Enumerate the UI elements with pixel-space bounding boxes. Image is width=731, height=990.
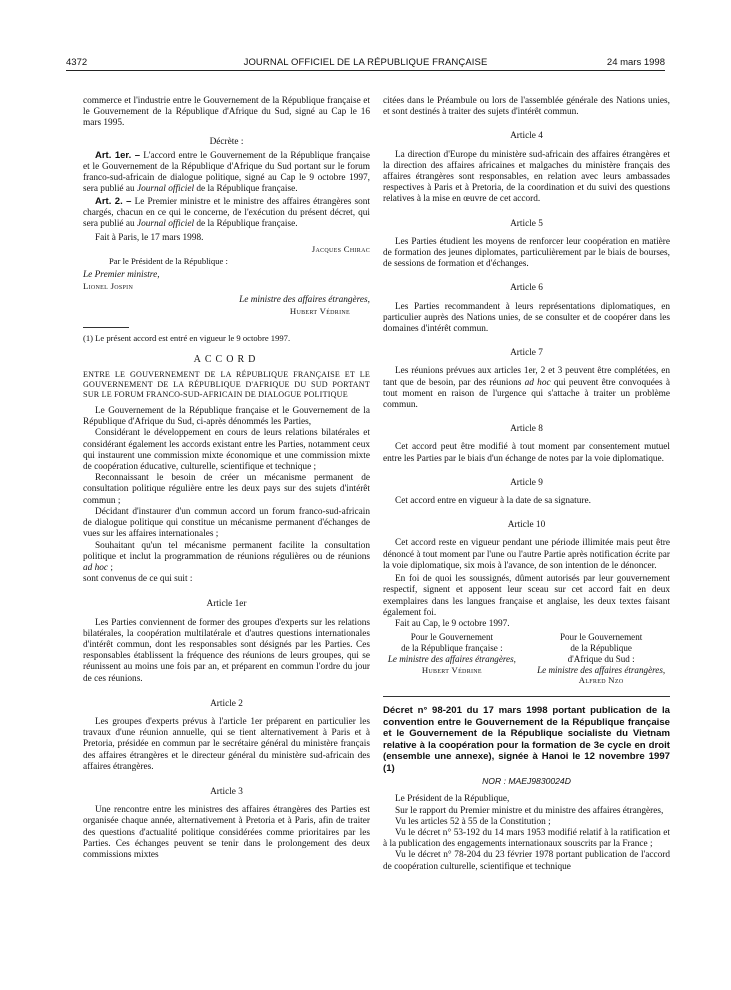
footnote: (1) Le présent accord est entré en vigueur le 9 octobre 1997.	[83, 332, 291, 343]
souhaitant-text-b: ;	[110, 562, 113, 573]
sig-fr-line1: Pour le Gouvernement	[410, 632, 494, 643]
accord-subtitle: ENTRE LE GOUVERNEMENT DE LA RÉPUBLIQUE FRANÇAISE ET LE GOUVERNEMENT DE LA RÉPUBLIQUE D'AFRIQUE DU SUD PORTANT SUR LE FORUM FRANCO-SUD-AFRICAIN DE DIALOGUE POLITIQUE	[83, 370, 370, 400]
signature-block	[383, 632, 670, 686]
art1-label: Art. 1er. –	[95, 149, 141, 161]
article-8-title: Article 8	[510, 424, 543, 435]
preamble-paragraph: Considérant le développement en cours de leurs relations bilatérales et considérant également les accords existant entre les Parties, notamment ceux qui instaurent une commission mixte économique et une commission mixte de coopération éducative, culturelle, scientifique et technique ;	[83, 428, 370, 473]
preamble-paragraph: Reconnaissant le besoin de créer un mécanisme permanent de consultation politique régulière entre les deux pays sur des sujets d'intérêt commun ;	[83, 473, 370, 506]
decret-line: Vu le décret n° 78-204 du 23 février 1978 portant publication de l'accord de coopération culturelle, scientifique et technique	[383, 850, 670, 872]
accord-title: ACCORD	[193, 353, 260, 365]
preamble-paragraph: Le Gouvernement de la République française et le Gouvernement de la République d'Afrique du Sud, ci-après dénommés les Parties,	[83, 406, 370, 428]
article-1-text: Les Parties conviennent de former des groupes d'experts sur les relations bilatérales, la coopération multilatérale et d'autres questions internationales d'intérêt commun, dont les responsables sont désignés par les Parties. Ces responsables établissent la fréquence des réunions de leurs groupes, qui se réunissent au moins une fois par an, et préparent en commun l'ordre du jour de ces réunions.	[83, 617, 370, 684]
article-9-title: Article 9	[510, 477, 543, 488]
ministre-name: Hubert Védrine	[289, 306, 350, 317]
art2-text-b: de la République française.	[196, 219, 298, 230]
souhaitant-ad-hoc: ad hoc	[83, 562, 109, 573]
decret-title: Décret n° 98-201 du 17 mars 1998 portant publication de la convention entre le Gouvernement de la République française et le Gouvernement de la République socialiste du Vietnam relative à la coopération pour la formation de 3e cycle en droit (ensemble une annexe), signée à Hanoi le 12 novembre 1997 (1)	[383, 705, 670, 774]
decrete: Décrète :	[209, 136, 244, 147]
decret-line: Vu les articles 52 à 55 de la Constitution ;	[395, 816, 551, 827]
article-5-title: Article 5	[510, 218, 543, 229]
art2-label: Art. 2. –	[95, 195, 132, 207]
sig-za-line2: de la République	[570, 642, 632, 653]
par-le-president: Par le Président de la République :	[109, 255, 228, 266]
sig-za-title: Le ministre des affaires étrangères,	[537, 664, 666, 675]
sig-za-line1: Pour le Gouvernement	[559, 632, 643, 643]
article-2-title: Article 2	[210, 698, 243, 709]
article-7-text	[383, 366, 670, 411]
article-5-text: Les Parties étudient les moyens de renforcer leur coopération en matière de formation des jeunes diplomates, particulièrement par le biais de bourses, de sessions de formation et d'échanges.	[383, 236, 670, 270]
journal-title: JOURNAL OFFICIEL DE LA RÉPUBLIQUE FRANÇAISE	[243, 57, 488, 68]
issue-date: 24 mars 1998	[606, 57, 665, 68]
article-1-title: Article 1er	[206, 599, 247, 610]
art2-text-a: Le Premier ministre et le ministre des affaires étrangères sont chargés, chacun en ce qui le concerne, de l'exécution du présent décret, qui sera publié au	[83, 196, 370, 230]
right-column	[383, 96, 670, 873]
preamble-souhaitant	[83, 541, 370, 575]
sig-fr-title: Le ministre des affaires étrangères,	[387, 653, 516, 664]
convenus: sont convenus de ce qui suit :	[83, 574, 193, 585]
decret-line: Vu le décret n° 53-192 du 14 mars 1953 modifié relatif à la ratification et à la publication des engagements internationaux souscrits par la France ;	[383, 827, 670, 850]
nor-reference: NOR : MAEJ9830024D	[482, 776, 571, 787]
decret-line: Sur le rapport du Premier ministre et du ministre des affaires étrangères,	[395, 805, 664, 816]
article-10-title: Article 10	[507, 520, 546, 531]
souhaitant-text-a: Souhaitant qu'un tel mécanisme permanent facilite la consultation politique et inclut la programmation de réunions régulières ou de réunions	[83, 540, 370, 562]
article-3-title: Article 3	[210, 786, 243, 797]
article-4-text: La direction d'Europe du ministère sud-africain des affaires étrangères et la direction des affaires africaines et malgaches du ministère français des affaires étrangères sont responsables, en relation avec leurs ambassades respectives à Paris et à Pretoria, de la coordination et du suivi des questions relatives à la mise en œuvre de cet accord.	[383, 149, 670, 205]
decret-line: Le Président de la République,	[395, 794, 510, 805]
premier-ministre-name: Lionel Jospin	[83, 281, 134, 292]
article-9-text: Cet accord entre en vigueur à la date de sa signature.	[395, 496, 591, 507]
signature-south-africa	[532, 632, 670, 686]
ministre-title: Le ministre des affaires étrangères,	[239, 295, 370, 306]
article-2-text: Les groupes d'experts prévus à l'article 1er préparent en particulier les travaux d'une réunion annuelle, qui se tient alternativement à Paris et à Pretoria, présidée en commun par le secrétaire général du ministère français des affaires étrangères et le directeur général du ministère sud-africain des affaires étrangères.	[83, 716, 370, 772]
intro-paragraph: commerce et l'industrie entre le Gouvernement de la République française et le Gouvernement de la République d'Afrique du Sud, signé au Cap le 16 mars 1995.	[83, 96, 370, 129]
page-number: 4372	[66, 57, 88, 68]
article-1-decree	[83, 150, 370, 196]
art2-jo: Journal officiel	[136, 219, 195, 230]
article-7-ad-hoc: ad hoc	[524, 377, 551, 388]
art1-text-a: L'accord entre le Gouvernement de la République française et le Gouvernement de la République d'Afrique du Sud portant sur le forum franco-sud-africain de dialogue politique, signé au Cap le 9 octobre 1997, sera publié au	[83, 150, 370, 195]
article-8-text: Cet accord peut être modifié à tout moment par consentement mutuel entre les Parties par le biais d'un échange de notes par la voie diplomatique.	[383, 442, 670, 464]
sig-za-line3: d'Afrique du Sud :	[567, 653, 635, 664]
article-7-text-a: Les réunions prévues aux articles 1er, 2 et 3 peuvent être complétées, en tant que de besoin, par des réunions	[383, 366, 670, 388]
sig-fr-name: Hubert Védrine	[421, 664, 482, 675]
article-6-text: Les Parties recommandent à leurs représentations diplomatiques, en particulier auprès des Nations unies, de se consulter et de coopérer dans les domaines d'intérêt commun.	[383, 301, 670, 335]
article-7-title: Article 7	[510, 348, 543, 359]
article-4-title: Article 4	[510, 131, 543, 142]
section-rule	[383, 696, 670, 697]
art1-text-b: de la République française.	[196, 184, 298, 195]
article-6-title: Article 6	[510, 283, 543, 294]
signatory-president: Jacques Chirac	[311, 244, 370, 255]
left-column	[83, 96, 370, 861]
sig-za-name: Alfred Nzo	[578, 675, 624, 686]
signature-france	[383, 632, 521, 686]
en-foi: En foi de quoi les soussignés, dûment autorisés par leur gouvernement respectif, signent et apposent leur sceau sur cet accord fait en deux exemplaires dans les langues française et anglaise, les deux textes faisant également foi.	[383, 574, 670, 618]
fait-paris: Fait à Paris, le 17 mars 1998.	[95, 233, 204, 244]
fait-cap: Fait au Cap, le 9 octobre 1997.	[395, 618, 510, 629]
art1-jo: Journal officiel	[136, 184, 195, 195]
running-header	[66, 57, 665, 71]
preamble-paragraph: Décidant d'instaurer d'un commun accord un forum franco-sud-africain de dialogue politique qui constitue un mécanisme permanent d'échanges de vues sur les affaires internationales ;	[83, 506, 370, 540]
article-3-text: Une rencontre entre les ministres des affaires étrangères des Parties est organisée chaque année, alternativement à Pretoria et à Paris, afin de traiter des questions d'actualité politique considérées comme prioritaires par les Parties. Ces échanges peuvent se tenir dans le prolongement des deux commissions mixtes	[83, 805, 370, 860]
preamble	[83, 406, 370, 585]
article-3-continued: citées dans le Préambule ou lors de l'assemblée générale des Nations unies, et sont destinés à traiter des sujets d'intérêt commun.	[383, 96, 670, 118]
footnote-rule	[83, 327, 129, 328]
article-2-decree	[83, 196, 370, 231]
article-7-text-b: qui peuvent être convoquées à tout moment en raison de l'urgence qui s'attache à traiter un problème commun.	[383, 377, 671, 411]
article-10-text: Cet accord reste en vigueur pendant une période illimitée mais peut être dénoncé à tout moment par l'une ou l'autre Partie après notification écrite par la voie diplomatique, six mois à l'avance, de son intention de le dénoncer.	[383, 538, 670, 571]
sig-fr-line2: de la République française :	[401, 642, 503, 653]
premier-ministre-title: Le Premier ministre,	[83, 269, 160, 280]
